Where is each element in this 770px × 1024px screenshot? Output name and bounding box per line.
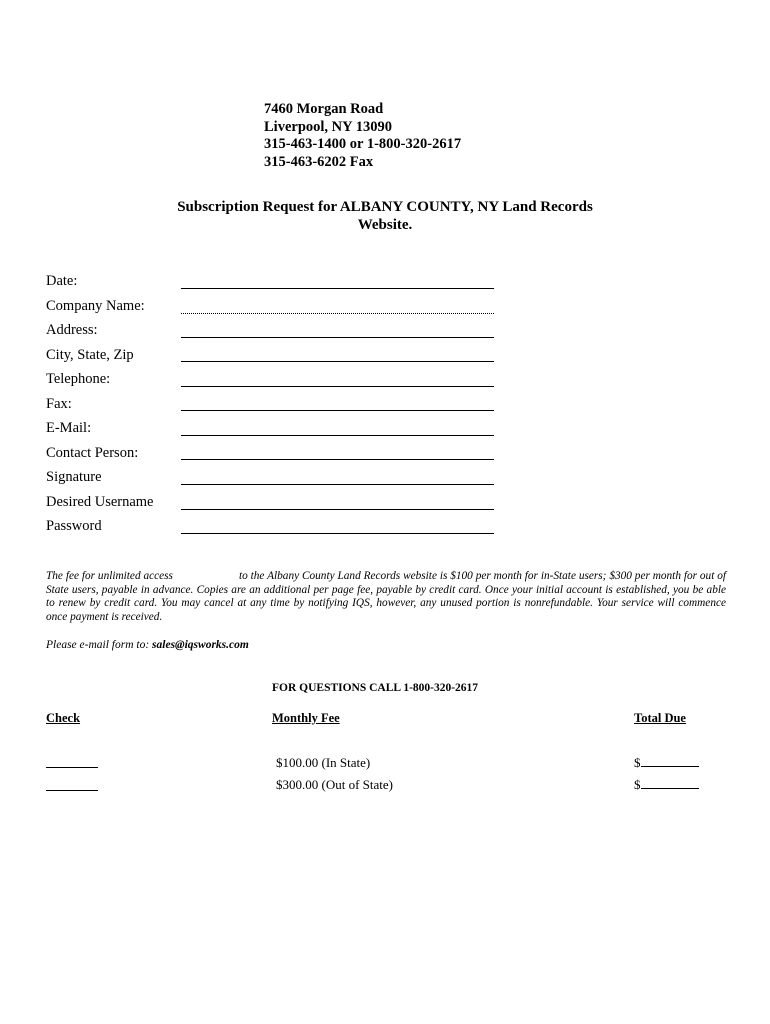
in-state-total-due bbox=[634, 755, 699, 770]
desired-username-label: Desired Username bbox=[46, 494, 154, 510]
page-title bbox=[120, 199, 650, 234]
desired-username-field[interactable] bbox=[181, 509, 494, 510]
date-label: Date: bbox=[46, 273, 78, 289]
fax-label: Fax: bbox=[46, 396, 72, 412]
city-state-zip-label: City, State, Zip bbox=[46, 347, 134, 363]
check-column-header: Check bbox=[46, 711, 81, 725]
contact-person-label: Contact Person: bbox=[46, 445, 139, 461]
signature-label: Signature bbox=[46, 469, 102, 485]
out-of-state-total-due bbox=[634, 777, 699, 792]
fax-field[interactable] bbox=[181, 410, 494, 411]
out-of-state-fee: $300.00 (Out of State) bbox=[276, 777, 393, 792]
phone-line: 315-463-1400 or 1-800-320-2617 bbox=[264, 136, 462, 152]
out-of-state-dollar-sign: $ bbox=[634, 777, 641, 792]
company-name-label: Company Name: bbox=[46, 298, 145, 314]
title-line-2: Website. bbox=[357, 216, 413, 233]
address-field[interactable] bbox=[181, 337, 494, 338]
in-state-dollar-sign: $ bbox=[634, 755, 641, 770]
company-name-field[interactable] bbox=[181, 313, 494, 314]
monthly-fee-column-header: Monthly Fee bbox=[272, 711, 340, 725]
address-line-1: 7460 Morgan Road bbox=[264, 101, 384, 117]
terms-part-1: The fee for unlimited access bbox=[46, 570, 173, 582]
email-prefix: Please e-mail form to: bbox=[46, 639, 153, 651]
terms-paragraph bbox=[46, 570, 726, 625]
out-of-state-check-field[interactable] bbox=[46, 790, 98, 791]
address-label: Address: bbox=[46, 322, 98, 338]
date-field[interactable] bbox=[181, 288, 494, 289]
title-line-1: Subscription Request for ALBANY COUNTY, NY Land Records bbox=[177, 199, 593, 215]
address-line-2: Liverpool, NY 13090 bbox=[264, 118, 392, 135]
terms-part-2: to the Albany County Land Records website is $100 per month for in-State users; $300 per month for out of State users, payable in advance. Copies are an additional per page fee, payable by credit card. Once your initial account is established, you be able to renew by credit card. You may cancel at any time by notifying IQS, however, any unused portion is nonrefundable. Your service will commence once payment is received. bbox=[46, 570, 727, 624]
fax-line: 315-463-6202 Fax bbox=[264, 153, 374, 170]
out-of-state-total-due-field[interactable] bbox=[641, 777, 699, 789]
email-label: E-Mail: bbox=[46, 420, 92, 436]
in-state-total-due-field[interactable] bbox=[641, 755, 699, 767]
questions-phone: FOR QUESTIONS CALL 1-800-320-2617 bbox=[272, 682, 479, 694]
email-instruction bbox=[46, 638, 249, 652]
email-address-link[interactable]: sales@iqsworks.com bbox=[152, 639, 249, 651]
company-address-block bbox=[264, 101, 461, 171]
telephone-label: Telephone: bbox=[46, 371, 111, 387]
telephone-field[interactable] bbox=[181, 386, 494, 387]
in-state-fee: $100.00 (In State) bbox=[276, 755, 371, 770]
signature-field[interactable] bbox=[181, 484, 494, 485]
city-state-zip-field[interactable] bbox=[181, 361, 494, 362]
contact-person-field[interactable] bbox=[181, 459, 494, 460]
email-field[interactable] bbox=[181, 435, 494, 436]
password-field[interactable] bbox=[181, 533, 494, 534]
in-state-check-field[interactable] bbox=[46, 767, 98, 768]
total-due-column-header: Total Due bbox=[634, 711, 686, 725]
password-label: Password bbox=[46, 518, 102, 534]
